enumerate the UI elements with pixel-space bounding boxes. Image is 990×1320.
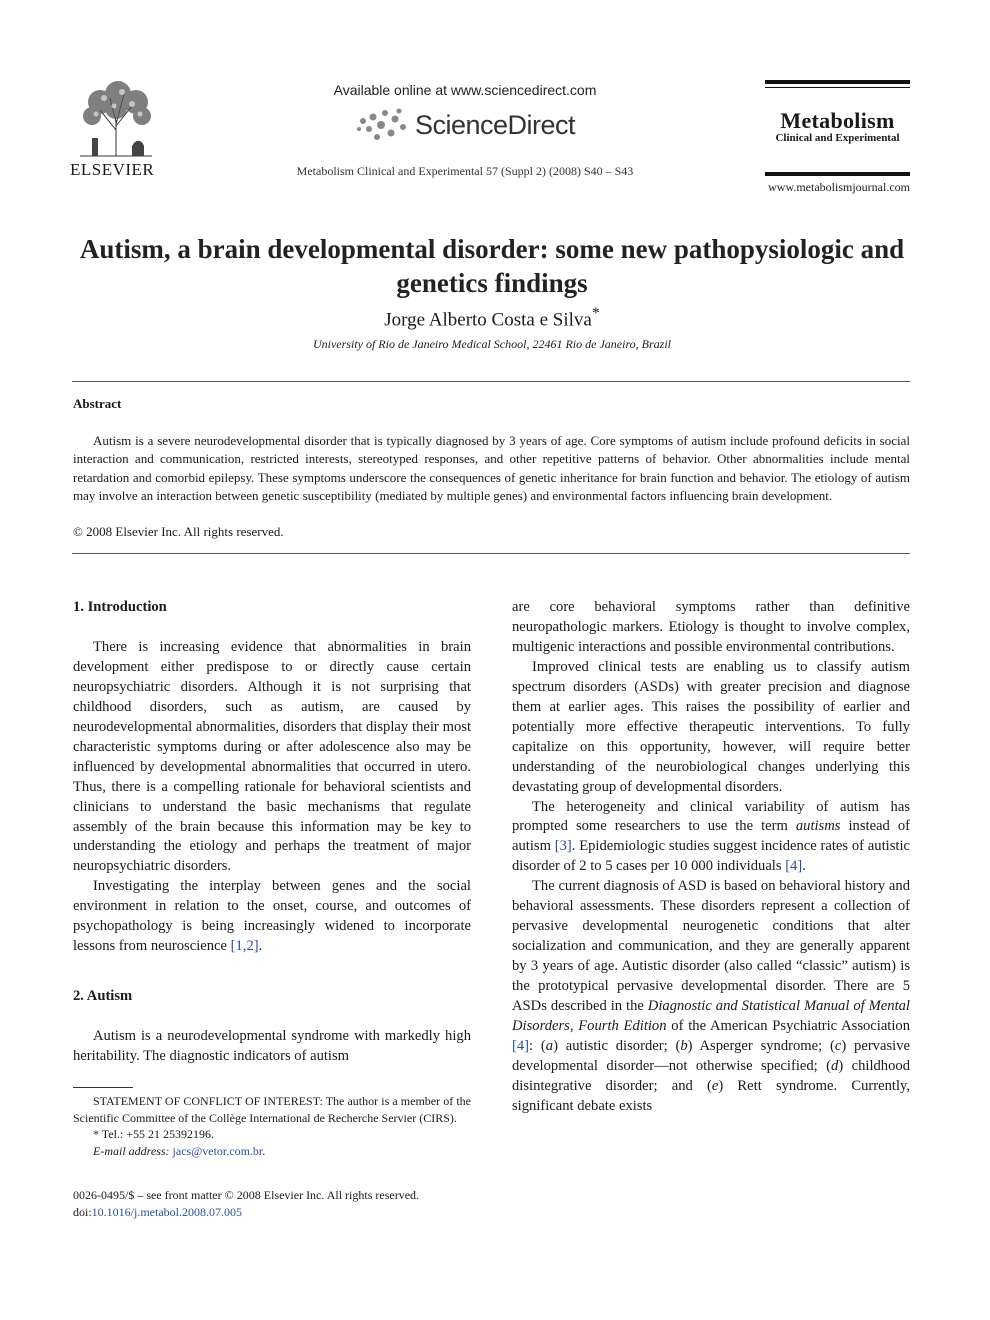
email-link[interactable]: jacs@vetor.com.br [172, 1143, 263, 1158]
paragraph: Autism is a neurodevelopmental syndrome with markedly high heritability. The diagnostic indicators of autism [73, 1028, 471, 1065]
front-matter-text: 0026-0495/$ – see front matter © 2008 Elsevier Inc. All rights reserved. [73, 1188, 420, 1202]
doi-link[interactable]: 10.1016/j.metabol.2008.07.005 [91, 1204, 242, 1219]
masthead-rule-bottom [765, 172, 910, 176]
citation-link[interactable]: [4] [785, 858, 803, 875]
email-label: E-mail address: [93, 1143, 170, 1158]
paragraph-text: ) Rett syndrome. Currently, significant debate exists [512, 1077, 910, 1114]
paragraph-text: . [802, 858, 806, 875]
author-name: Jorge Alberto Costa e Silva [384, 309, 592, 331]
footnote-divider [73, 1087, 133, 1088]
section-heading-introduction: 1. Introduction [73, 599, 167, 615]
emphasis: b [680, 1037, 688, 1054]
emphasis: d [831, 1057, 839, 1074]
paragraph-text: : ( [529, 1037, 546, 1054]
paragraph [512, 798, 910, 878]
journal-masthead [765, 80, 910, 195]
paragraph [73, 877, 471, 957]
journal-title: Metabolism [780, 108, 895, 133]
author-telephone: * Tel.: +55 21 25392196. [93, 1127, 215, 1141]
masthead-rule-thin [765, 87, 910, 88]
sciencedirect-logo [250, 104, 680, 146]
citation-link[interactable]: [3] [554, 838, 572, 855]
journal-url[interactable]: www.metabolismjournal.com [768, 180, 910, 194]
paragraph-text: Investigating the interplay between genes and the social environment in relation to the onset, course, and outcomes of psychopathology is being increasingly widened to incorporate lessons from neuroscience [73, 878, 471, 955]
divider-top [72, 381, 910, 382]
author-email [73, 1143, 471, 1160]
sciencedirect-dots-icon [355, 107, 411, 143]
paragraph: There is increasing evidence that abnormalities in brain development either predispose to or directly cause certain neuropsychiatric disorders. Although it is not surprising that childhood disorders, such as autism, are caused by neurodevelopmental abnormalities, disorders that display their most characteristic symptoms during or after adolescence also may be influenced by developmental abnormalities that occurred in utero. Thus, there is a compelling rationale for behavioral scientists and clinicians to understand the basic mechanisms that regulate assembly of the brain because this information may be key to understanding the etiology and perhaps the treatment of major neuropsychiatric disorders. [73, 638, 471, 875]
paragraph-text: instead of autism [512, 818, 910, 855]
divider-bottom [72, 553, 910, 554]
emphasis: Diagnostic and Statistical Manual of Mental Disorders, Fourth Edition [512, 998, 910, 1035]
front-matter [73, 1187, 483, 1220]
publisher-name: ELSEVIER [70, 160, 155, 179]
journal-reference: Metabolism Clinical and Experimental 57 (Suppl 2) (2008) S40 – S43 [296, 164, 634, 178]
paragraph-text: . Epidemiologic studies suggest incidence rates of autistic disorder of 2 to 5 cases per 10 000 individuals [512, 838, 910, 875]
sciencedirect-wordmark: ScienceDirect [414, 109, 576, 140]
emphasis: a [545, 1037, 554, 1054]
citation-link[interactable]: [4] [512, 1037, 530, 1054]
emphasis: e [711, 1077, 719, 1094]
emphasis: autisms [795, 818, 841, 835]
paragraph-text: ) autistic disorder; ( [553, 1037, 681, 1054]
abstract-copyright: © 2008 Elsevier Inc. All rights reserved. [73, 524, 284, 539]
paragraph-text: ) pervasive developmental disorder—not otherwise specified; ( [512, 1037, 910, 1074]
paragraph: are core behavioral symptoms rather than definitive neuropathologic markers. Etiology is thought to involve complex, multigenic interactions and possible environmental contributions. [512, 599, 910, 655]
paragraph-text: The current diagnosis of ASD is based on behavioral history and behavioral assessments. These disorders represent a collection of pervasive developmental neurogenetic conditions that alter socialization and communication, and they are generally apparent by 3 years of age. Autistic disorder (also called “classic” autism) is the prototypical pervasive developmental disorder. There are 5 ASDs described in the [512, 878, 910, 1015]
abstract-text: Autism is a severe neurodevelopmental disorder that is typically diagnosed by 3 years of age. Core symptoms of autism include profound deficits in social interaction and communication, restricted interests, stereotyped responses, and other repetitive patterns of behavior. Other abnormalities include mental retardation and comorbid epilepsy. These symptoms underscore the consequences of genetic inheritance for brain function and behavior. The etiology of autism may involve an interaction between genetic susceptibility (mediated by multiple genes) and environmental factors influencing brain development. [73, 433, 910, 504]
column-right [512, 598, 910, 1117]
paragraph: Improved clinical tests are enabling us to classify autism spectrum disorders (ASDs) with greater precision and diagnose them at earlier ages. This raises the possibility of earlier and potentially more effective therapeutic interventions. To fully capitalize on this opportunity, however, will require better understanding of the neurobiological changes underlying this devastating group of developmental disorders. [512, 658, 910, 795]
doi-label: doi: [73, 1204, 92, 1219]
paragraph [512, 877, 910, 1116]
conflict-statement: STATEMENT OF CONFLICT OF INTEREST: The author is a member of the Scientific Committee of the Collège International de Recherche Servier (CIRS). [73, 1094, 471, 1125]
author-affiliation: University of Rio de Janeiro Medical School, 22461 Rio de Janeiro, Brazil [312, 337, 672, 351]
author-footnote-mark[interactable]: * [591, 305, 600, 322]
column-left [73, 598, 471, 1067]
citation-link[interactable]: [1,2] [230, 938, 259, 955]
footnote-text: . [262, 1143, 266, 1158]
elsevier-tree-icon [70, 80, 162, 158]
paragraph-text: The heterogeneity and clinical variability of autism has prompted some researchers to use the term [512, 798, 910, 835]
paragraph-text: ) childhood disintegrative disorder; and ( [512, 1057, 910, 1094]
article-title: Autism, a brain developmental disorder: some new pathopysiologic and genetics findings [79, 234, 905, 298]
doi [73, 1204, 483, 1221]
available-online[interactable]: Available online at www.sciencedirect.com [333, 82, 597, 98]
paragraph-text: of the American Psychiatric Association [666, 1018, 911, 1035]
section-heading-autism: 2. Autism [73, 988, 133, 1005]
article-author [72, 305, 912, 331]
paragraph-text: ) Asperger syndrome; ( [687, 1037, 835, 1054]
emphasis: c [834, 1037, 842, 1054]
abstract-heading: Abstract [73, 396, 122, 411]
abstract-body [73, 432, 910, 506]
sciencedirect-block [250, 82, 680, 179]
elsevier-logo [70, 80, 165, 180]
page-header [0, 0, 990, 205]
masthead-rule-top [765, 80, 910, 84]
footnotes [73, 1093, 471, 1159]
paragraph-text: . [258, 938, 263, 955]
journal-subtitle: Clinical and Experimental [775, 132, 900, 144]
